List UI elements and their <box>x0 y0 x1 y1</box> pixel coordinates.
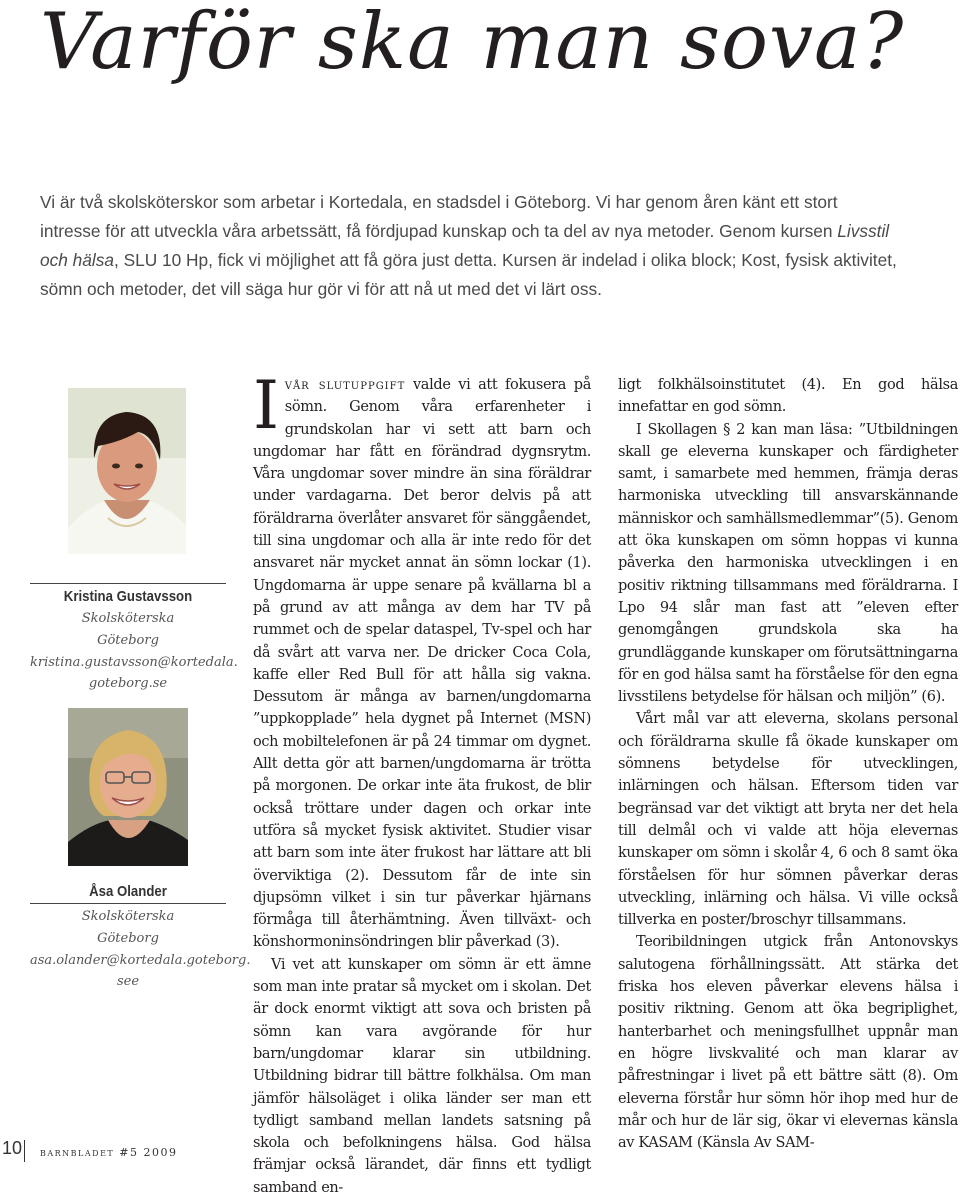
page-footer <box>0 1140 400 1162</box>
intro-line: Vi är två skolsköterskor som arbetar i Kortedala, en stadsdel i Göteborg. Vi har genom åren känt ett stort <box>40 192 838 212</box>
author-email[interactable]: asa.olander@kortedala.goteborg. see <box>30 953 251 989</box>
author-photo-kristina <box>68 388 186 554</box>
intro-line: sömn och metoder, det vill säga hur gör vi för att nå ut med det vi lärt oss. <box>40 279 602 299</box>
body-paragraph: Vårt mål var att eleverna, skolans personal och föräldrarna skulle få ökade kunskaper om sömnens betydelse för utvecklingen, inlärningen och hälsan. Eftersom tiden var begränsad var det viktigt att bryta ner det hela till delmål och vi valde att höja elevernas kunskaper om sömn i skolår 4, 6 och 8 samt öka förståelsen för hur sömnen påverkar deras utveckling, inlärning och hälsa. Vi ville också tillverka en poster/broschyr tillsammans. <box>618 711 958 929</box>
footer-divider <box>24 1140 25 1162</box>
lead-in-smallcaps: vår slutuppgift <box>284 377 406 393</box>
magazine-issue: barnbladet #5 2009 <box>40 1146 178 1159</box>
author-email[interactable]: kristina.gustavsson@kortedala. goteborg.se <box>30 655 238 691</box>
article-title: Varför ska man sova? <box>40 0 905 87</box>
article-intro <box>40 188 940 304</box>
intro-line: och hälsa, SLU 10 Hp, fick vi möjlighet att få göra just detta. Kursen är indelad i olika block; Kost, fysisk aktivitet, <box>40 250 897 270</box>
body-paragraph: Vi vet att kunskaper om sömn är ett ämne som man inte pratar så mycket om i skolan. Det är dock enormt viktigt att sova och bristen på sömn kan vara avgörande för hur barn/ungdomar klarar sin utbildning. Utbildning bidrar till bättre folkhälsa. Om man jämför hälsoläget i olika länder ser man ett tydligt samband mellan landets satsning på skola och befolkningens hälsa. God hälsa främjar också lärandet, där finns ett tydligt samband en- <box>253 956 591 1196</box>
author-photo-asa <box>68 708 188 866</box>
author-name: Åsa Olander <box>89 883 167 900</box>
author-caption-kristina <box>30 583 238 694</box>
body-column-right <box>618 374 958 1154</box>
author-caption-asa <box>30 881 251 992</box>
author-city: Göteborg <box>97 633 159 648</box>
caption-rule <box>30 583 226 584</box>
author-name: Kristina Gustavsson <box>63 588 193 605</box>
body-paragraph: I Skollagen § 2 kan man läsa: ”Utbildningen skall ge eleverna kunskaper och färdigheter samt, i samarbete med hemmen, främja deras harmoniska utveckling till ansvarskännande människor och samhällsmedlemmar”(5). Genom att öka kunskapen om sömn hoppas vi kunna påverka den harmoniska utvecklingen i en positiv riktning tillsammans med föräldrarna. I Lpo 94 slår man fast att ”eleven efter genomgången grundskola ska ha grundläggande kunskaper om förutsättningarna för en god hälsa samt ha förståelse för den egna livsstilens betydelse för hälsan och miljön” (6). <box>618 421 958 706</box>
author-role: Skolsköterska <box>81 909 175 924</box>
body-column-middle <box>253 367 591 1199</box>
page-number: 10 <box>2 1138 23 1158</box>
intro-line: intresse för att utveckla våra arbetssätt, få fördjupad kunskap och ta del av nya metoder. Genom kursen Livsstil <box>40 221 890 241</box>
author-role: Skolsköterska <box>81 611 175 626</box>
author-city: Göteborg <box>97 931 159 946</box>
caption-rule <box>30 903 226 904</box>
body-paragraph: Ivår slutuppgift valde vi att fokusera på sömn. Genom våra erfarenheter i grundskolan har vi sett att barn och ungdomar har fått en förändrad dygnsrytm. Våra ungdomar sover mindre än sina föräldrar under vardagarna. Det beror delvis på att föräldrarna överlåter ansvaret för sänggåendet, till sina ungdomar och alla är inte redo för det ansvaret när mycket annat än sömn lockar (1). Ungdomarna är uppe senare på kvällarna bl a på grund av att många av dem har TV på rummet och de spelar dataspel, Tv-spel och har då svårt att varva ner. De dricker Coca Cola, kaffe eller Red Bull för att hålla sig vakna. Dessutom är många av barnen/ungdomarna ”uppkopplade” hela dygnet på Internet (MSN) och mobiltelefonen är på 24 timmar om dygnet. Allt detta gör att barnen/ungdomarna är trötta på morgonen. De orkar inte äta frukost, de blir också tröttare under dagen och orkar inte utföra så mycket fysisk aktivitet. Studier visar att barn som inte äter frukost har lättare att bli överviktiga (2). Dessutom får de inte sin djupsömn vilket i sin tur påverkar hjärnans förmåga till återhämtning. Även tillväxt- och könshormoninsöndringen blir påverkad (3). <box>253 367 591 951</box>
body-paragraph: ligt folkhälsoinstitutet (4). En god hälsa innefattar en god sömn. <box>618 377 958 416</box>
drop-cap: I <box>253 367 279 444</box>
body-paragraph: Teoribildningen utgick från Antonovskys salutogena förhållningssätt. Att stärka det friska hos eleven påverkar elevens hälsa i positiv riktning. Genom att öka begriplighet, hanterbarhet och meningsfullhet uppnår man en högre livskvalité och man klarar av påfrestningar i livet på ett bättre sätt (8). Om eleverna förstår hur sömn hör ihop med hur de mår och hur de lär sig, ökar vi elevernas känsla av KASAM (Känsla Av SAM- <box>618 934 958 1152</box>
